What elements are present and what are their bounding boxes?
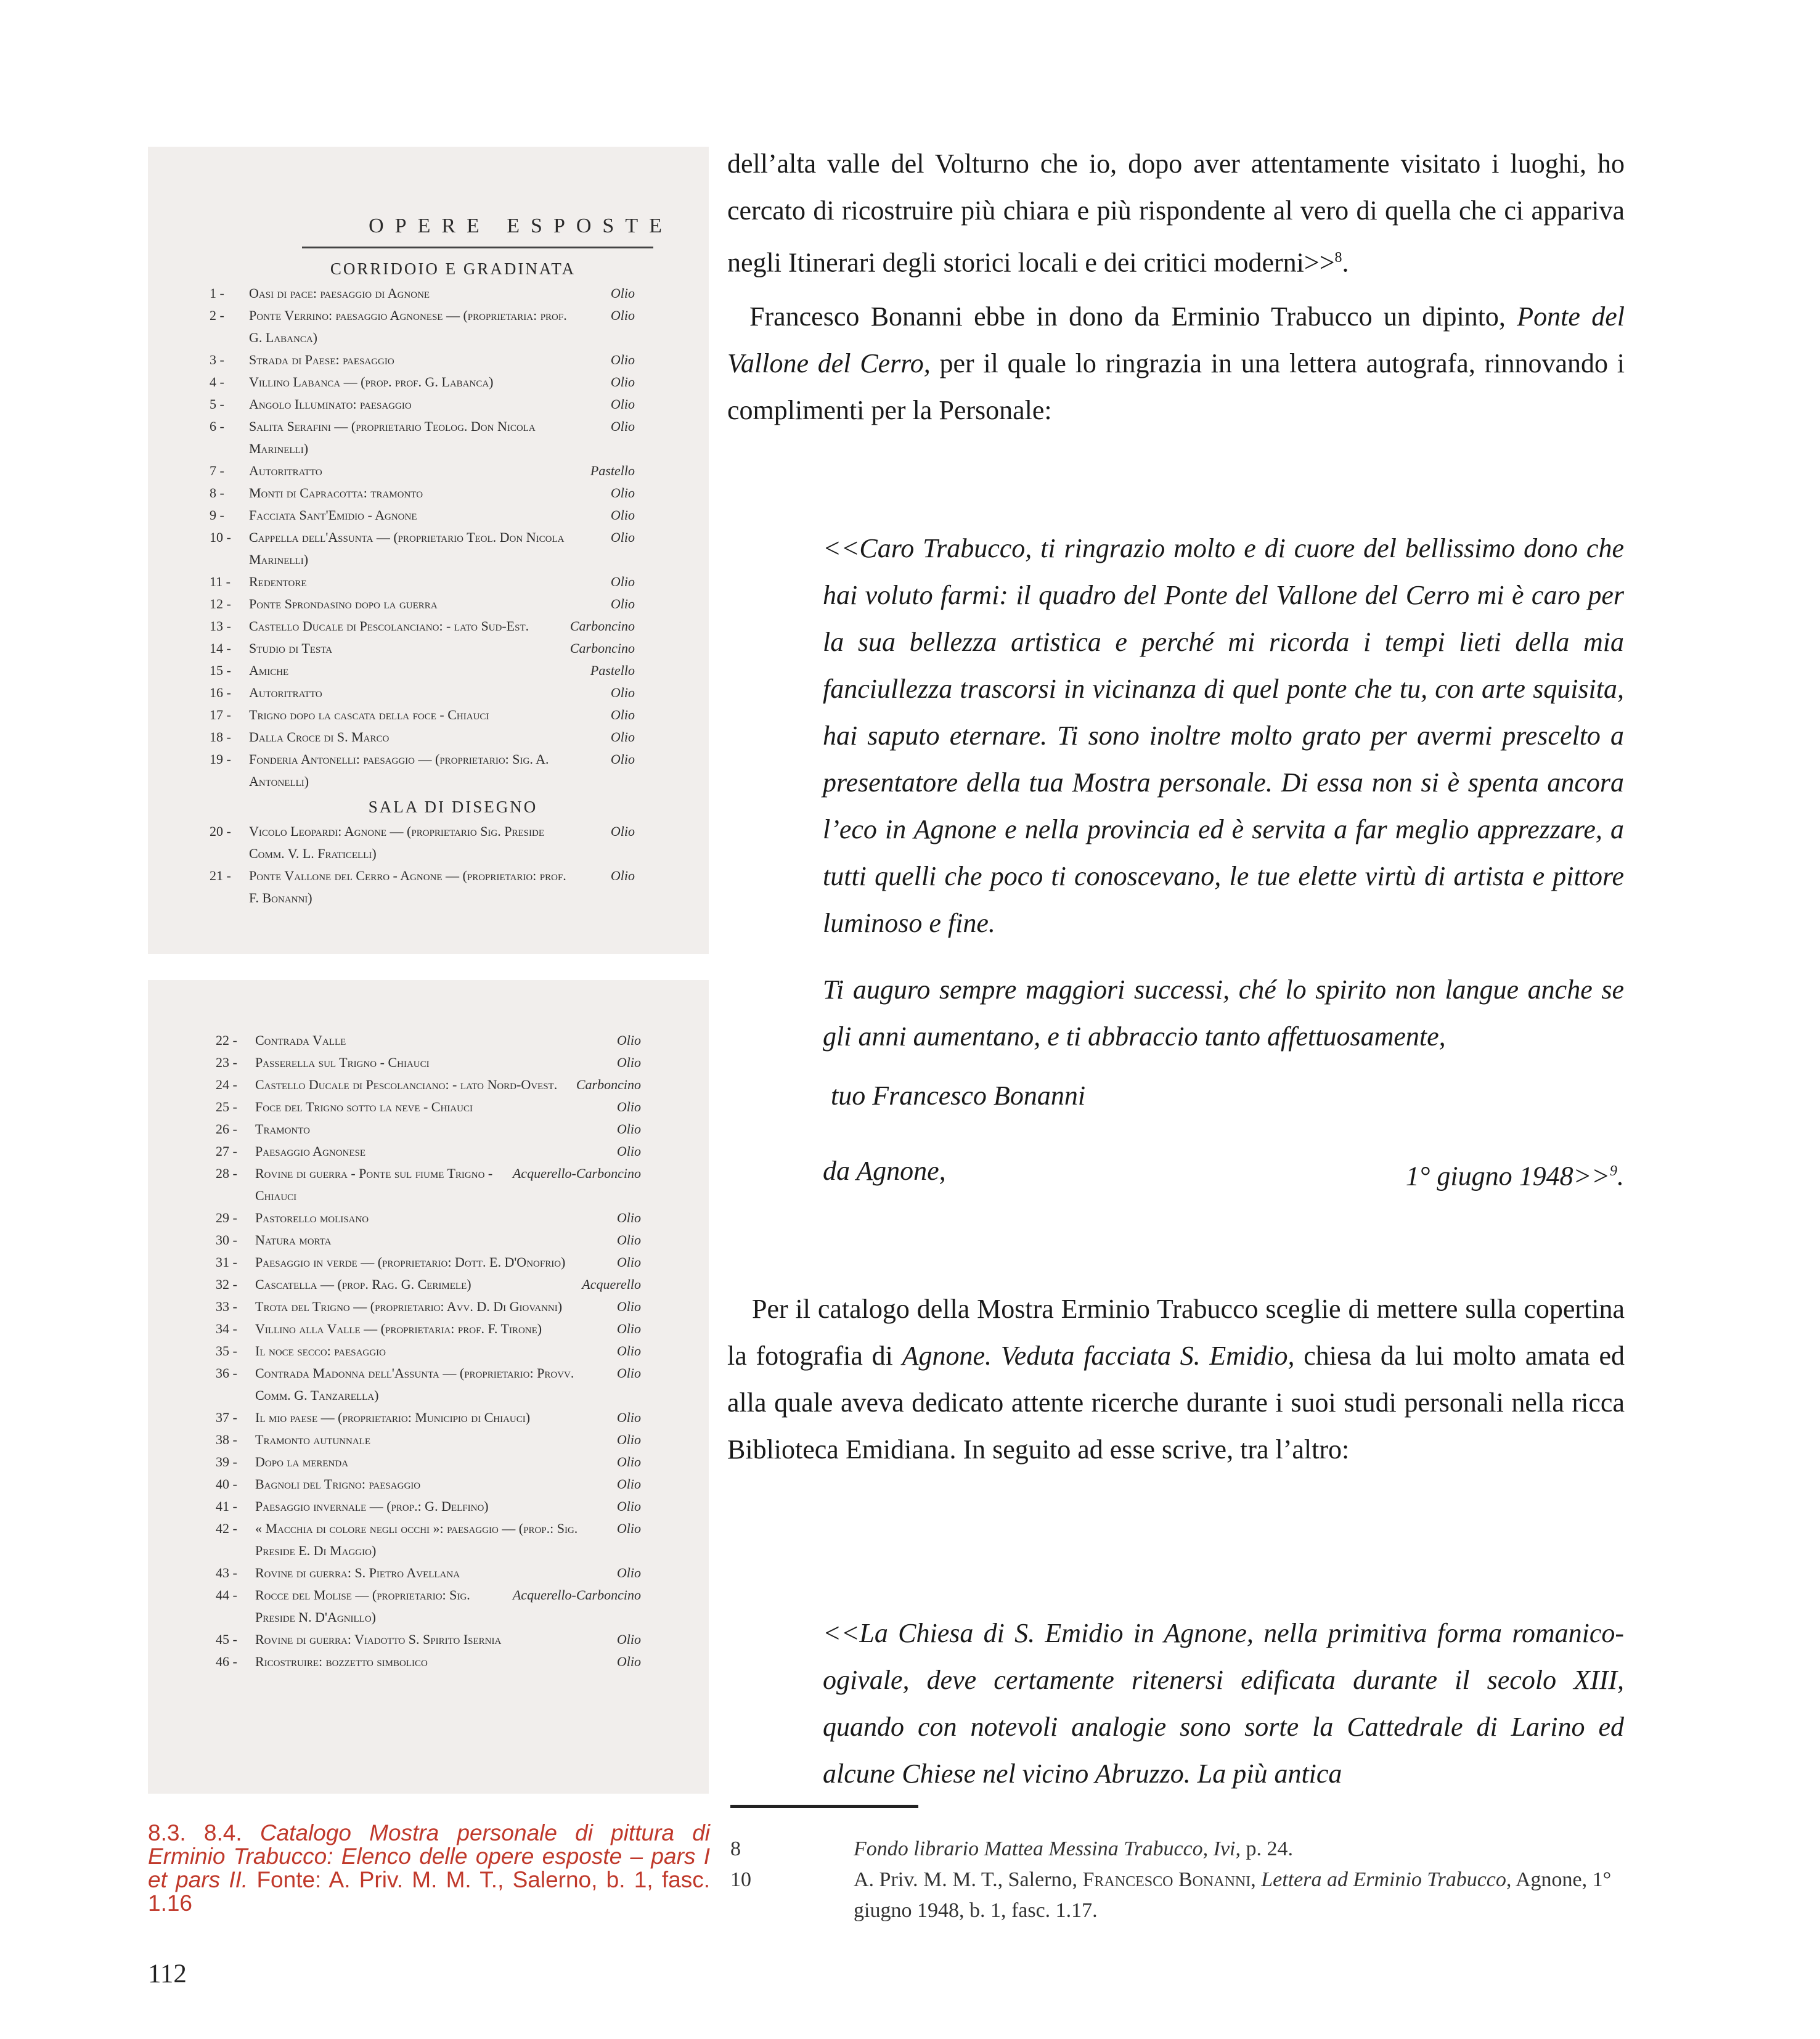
entry-title: Villino Labanca — (prop. prof. G. Labanca) [249, 374, 494, 390]
catalogue-entry [148, 1429, 709, 1451]
catalogue-entry [148, 1163, 709, 1207]
entry-medium: Olio [616, 1210, 641, 1225]
entry-number: 16 - [210, 685, 231, 700]
entry-number: 11 - [210, 574, 231, 589]
entry-number: 38 - [216, 1432, 237, 1447]
entry-medium: Olio [616, 1565, 641, 1580]
entry-medium: Olio [616, 1476, 641, 1492]
entry-number: 12 - [210, 596, 231, 611]
quote-date: 1° giugno 1948>>$^9$. [1405, 1161, 1624, 1191]
entry-number: 41 - [216, 1498, 237, 1514]
entry-number: 35 - [216, 1343, 237, 1359]
entry-number: 24 - [216, 1077, 237, 1092]
entry-number: 9 - [210, 507, 224, 523]
entry-medium: Olio [616, 1099, 641, 1114]
catalogue-entry [148, 282, 709, 304]
entry-title: Trota del Trigno — (proprietario: Avv. D. Di Giovanni) [255, 1299, 563, 1314]
entry-title: Foce del Trigno sotto la neve - Chiauci [255, 1099, 473, 1114]
entry-medium: Olio [616, 1343, 641, 1359]
entry-medium: Olio [610, 308, 635, 323]
catalogue-entry [148, 1140, 709, 1163]
entry-title: Autoritratto [249, 463, 322, 478]
entry-number: 23 - [216, 1055, 237, 1070]
entry-medium: Olio [610, 419, 635, 434]
entry-number: 26 - [216, 1121, 237, 1137]
entry-medium: Olio [616, 1121, 641, 1137]
entry-number: 17 - [210, 707, 231, 722]
entry-title: Contrada Madonna dell'Assunta — (proprietario: Provv. Comm. G. Tanzarella) [255, 1365, 574, 1403]
caption-italic-text: Catalogo Mostra personale di pittura di Erminio Trabucco: Elenco delle opere esposte – pars I et pars II. [148, 1820, 711, 1892]
catalogue-entry [148, 726, 709, 748]
entry-number: 28 - [216, 1166, 237, 1181]
entry-number: 5 - [210, 396, 224, 412]
catalogue-entry [148, 865, 709, 909]
entry-title: Paesaggio Agnonese [255, 1143, 366, 1159]
catalogue-entry [148, 1584, 709, 1628]
footnote-text: Fondo librario Mattea Messina Trabucco, Ivi, p. 24. [854, 1837, 1294, 1860]
entry-medium: Olio [610, 485, 635, 501]
entry-title: Contrada Valle [255, 1032, 346, 1048]
catalogue-entry [148, 1029, 709, 1052]
entry-number: 25 - [216, 1099, 237, 1114]
entry-medium: Olio [616, 1254, 641, 1270]
catalogue-entry [148, 637, 709, 660]
entry-number: 1 - [210, 285, 224, 301]
entry-title: Monti di Capracotta: tramonto [249, 485, 423, 501]
entry-medium: Olio [610, 868, 635, 883]
entry-title: Il noce secco: paesaggio [255, 1343, 386, 1359]
catalogue-entry [148, 526, 709, 571]
entry-medium: Olio [610, 285, 635, 301]
entry-number: 42 - [216, 1521, 237, 1536]
entry-medium: Olio [610, 352, 635, 367]
entry-title: Tramonto [255, 1121, 311, 1137]
catalogue-entry [148, 1273, 709, 1296]
entry-title: Rovine di guerra: S. Pietro Avellana [255, 1565, 460, 1580]
body-paragraph: Francesco Bonanni ebbe in dono da Erminio Trabucco un dipinto, Ponte del Vallone del Cerro, per il quale lo ringrazia in una lettera autografa, rinnovando i complimenti per la Personale: [727, 301, 1625, 425]
entry-medium: Olio [616, 1365, 641, 1381]
entry-medium: Olio [616, 1410, 641, 1425]
entry-number: 22 - [216, 1032, 237, 1048]
entry-title: Bagnoli del Trigno: paesaggio [255, 1476, 421, 1492]
catalogue-section-title: CORRIDOIO E GRADINATA [330, 259, 576, 278]
entry-title: Rovine di guerra - Ponte sul fiume Trigno - Chiauci [255, 1166, 493, 1203]
entry-title: Dalla Croce di S. Marco [249, 729, 390, 745]
catalogue-entry [148, 1473, 709, 1495]
entry-title: Studio di Testa [249, 640, 333, 656]
catalogue-entry [148, 1318, 709, 1340]
entry-medium: Olio [616, 1632, 641, 1647]
entry-title: Vicolo Leopardi: Agnone — (proprietario Sig. Preside Comm. V. L. Fraticelli) [249, 823, 544, 861]
catalogue-entry [148, 1052, 709, 1074]
entry-title: Oasi di pace: paesaggio di Agnone [249, 285, 430, 301]
block-quote: Ti auguro sempre maggiori successi, ché lo spirito non langue anche se gli anni aumentano, e ti abbraccio tanto affettuosamente, [823, 975, 1624, 1052]
page-number: 112 [148, 1959, 187, 1988]
footnote-ref: 8 [1334, 250, 1342, 266]
catalogue-entry [148, 393, 709, 415]
caption-number: 8.3. 8.4. [148, 1820, 242, 1845]
body-paragraph: Per il catalogo della Mostra Erminio Trabucco sceglie di mettere sulla copertina la fotografia di Agnone. Veduta facciata S. Emidio, chiesa da lui molto amata ed alla quale aveva dedicato attente ricerche durante i suoi studi personali nella ricca Biblioteca Emidiana. In seguito ad esse scrive, tra l’altro: [727, 1294, 1625, 1465]
catalogue-entry [148, 704, 709, 726]
entry-medium: Olio [610, 596, 635, 611]
entry-number: 31 - [216, 1254, 237, 1270]
catalogue-entry [148, 748, 709, 793]
entry-number: 19 - [210, 751, 231, 767]
entry-title: Natura morta [255, 1232, 332, 1248]
catalogue-entry [148, 1340, 709, 1362]
catalogue-entry [148, 1229, 709, 1251]
entry-title: Amiche [249, 663, 289, 678]
footnote [730, 1834, 1624, 1865]
entry-medium: Olio [610, 374, 635, 390]
entry-title: Rovine di guerra: Viadotto S. Spirito Isernia [255, 1632, 502, 1647]
catalogue-entry [148, 1096, 709, 1118]
catalogue-entry [148, 1118, 709, 1140]
entry-number: 21 - [210, 868, 231, 883]
entry-medium: Olio [616, 1454, 641, 1469]
catalogue-entry [148, 1207, 709, 1229]
footnote [730, 1865, 1624, 1926]
entry-medium: Olio [610, 685, 635, 700]
entry-title: Castello Ducale di Pescolanciano: - lato Nord-Ovest. [255, 1077, 558, 1092]
entry-medium: Carboncino [569, 640, 635, 656]
footnote-number: 10 [730, 1868, 751, 1891]
catalogue-entry [148, 1628, 709, 1651]
entry-medium: Pastello [590, 663, 635, 678]
entry-number: 36 - [216, 1365, 237, 1381]
entry-number: 44 - [216, 1587, 237, 1603]
entry-medium: Acquerello-Carboncino [512, 1587, 641, 1603]
entry-title: Dopo la merenda [255, 1454, 349, 1469]
quote-signature: tuo Francesco Bonanni [831, 1081, 1086, 1111]
entry-medium: Olio [616, 1521, 641, 1536]
entry-title: Ponte Verrino: paesaggio Agnonese — (proprietaria: prof. G. Labanca) [249, 308, 567, 345]
entry-number: 10 - [210, 529, 231, 545]
catalogue-entry [148, 1518, 709, 1562]
entry-number: 15 - [210, 663, 231, 678]
entry-medium: Olio [610, 574, 635, 589]
entry-title: Cascatella — (prop. Rag. G. Cerimele) [255, 1277, 471, 1292]
entry-number: 27 - [216, 1143, 237, 1159]
entry-medium: Olio [616, 1232, 641, 1248]
entry-number: 4 - [210, 374, 224, 390]
entry-medium: Carboncino [569, 618, 635, 634]
entry-medium: Olio [616, 1654, 641, 1669]
entry-title: Ponte Vallone del Cerro - Agnone — (proprietario: prof. F. Bonanni) [249, 868, 566, 905]
entry-title: Autoritratto [249, 685, 322, 700]
entry-title: « Macchia di colore negli occhi »: paesaggio — (prop.: Sig. Preside E. Di Maggio) [255, 1521, 578, 1558]
entry-medium: Pastello [590, 463, 635, 478]
entry-medium: Carboncino [576, 1077, 641, 1092]
entry-medium: Acquerello [582, 1277, 641, 1292]
entry-medium: Acquerello-Carboncino [512, 1166, 641, 1181]
entry-title: Salita Serafini — (proprietario Teolog. Don Nicola Marinelli) [249, 419, 536, 456]
block-quote: <<La Chiesa di S. Emidio in Agnone, nella primitiva forma romanico-ogivale, deve certamente ritenersi edificata durante il secolo XIII, quando con notevoli analogie sono sorte la Cattedrale di Larino ed alcune Chiese nel vicino Abruzzo. La più antica [823, 1618, 1624, 1789]
catalogue-entry [148, 1074, 709, 1096]
catalogue-entry [148, 482, 709, 504]
quote-place: da Agnone, [823, 1156, 946, 1186]
entry-title: Facciata Sant'Emidio - Agnone [249, 507, 417, 523]
entry-number: 46 - [216, 1654, 237, 1669]
entry-title: Pastorello molisano [255, 1210, 369, 1225]
catalogue-entry [148, 1251, 709, 1273]
entry-medium: Olio [610, 396, 635, 412]
entry-title: Villino alla Valle — (proprietaria: prof. F. Tirone) [255, 1321, 542, 1336]
entry-number: 20 - [210, 823, 231, 839]
entry-number: 29 - [216, 1210, 237, 1225]
entry-medium: Olio [610, 529, 635, 545]
catalogue-entry [148, 349, 709, 371]
entry-medium: Olio [616, 1498, 641, 1514]
body-paragraph: dell’alta valle del Volturno che io, dopo aver attentamente visitato i luoghi, ho cercato di ricostruire più chiara e più rispondente al vero di quella che ci appariva negli Itinerari degli storici locali e dei critici moderni>>$^8$. [727, 149, 1625, 278]
catalogue-heading: OPERE ESPOSTE [369, 215, 673, 237]
entry-title: Passerella sul Trigno - Chiauci [255, 1055, 430, 1070]
footnotes [730, 1834, 1624, 1926]
catalogue-section-title: SALA DI DISEGNO [368, 798, 538, 816]
entry-number: 6 - [210, 419, 224, 434]
catalogue-entry [148, 1495, 709, 1518]
catalogue-entry [148, 1562, 709, 1584]
footnote-number: 8 [730, 1837, 741, 1860]
entry-number: 37 - [216, 1410, 237, 1425]
entry-medium: Olio [616, 1143, 641, 1159]
entry-number: 39 - [216, 1454, 237, 1469]
catalogue-entry [148, 460, 709, 482]
entry-medium: Olio [610, 823, 635, 839]
catalogue-list [148, 282, 709, 793]
entry-medium: Olio [616, 1432, 641, 1447]
catalogue-entry [148, 371, 709, 393]
entry-number: 14 - [210, 640, 231, 656]
catalogue-entry [148, 593, 709, 615]
entry-medium: Olio [616, 1321, 641, 1336]
quote-date-line [823, 1148, 1624, 1195]
entry-title: Redentore [249, 574, 307, 589]
entry-number: 34 - [216, 1321, 237, 1336]
entry-medium: Olio [610, 751, 635, 767]
entry-medium: Olio [610, 729, 635, 745]
catalogue-list [148, 820, 709, 909]
catalogue-entry [148, 304, 709, 349]
catalogue-scan-part-1 [148, 147, 709, 954]
catalogue-entry [148, 1407, 709, 1429]
entry-medium: Olio [610, 507, 635, 523]
entry-title: Paesaggio invernale — (prop.: G. Delfino) [255, 1498, 489, 1514]
footnote-text: A. Priv. M. M. T., Salerno, Francesco Bonanni, Lettera ad Erminio Trabucco, Agnone, 1° giugno 1948, b. 1, fasc. 1.17. [854, 1868, 1612, 1922]
entry-title: Ricostruire: bozzetto simbolico [255, 1654, 428, 1669]
catalogue-entry [148, 615, 709, 637]
caption-source: Fonte: A. Priv. M. M. T., Salerno, b. 1, fasc. 1.16 [148, 1867, 711, 1916]
catalogue-heading-rule [302, 247, 653, 248]
entry-title: Tramonto autunnale [255, 1432, 370, 1447]
catalogue-entry [148, 1451, 709, 1473]
entry-title: Fonderia Antonelli: paesaggio — (proprietario: Sig. A. Antonelli) [249, 751, 549, 789]
entry-number: 30 - [216, 1232, 237, 1248]
entry-title: Paesaggio in verde — (proprietario: Dott. E. D'Onofrio) [255, 1254, 566, 1270]
entry-title: Cappella dell'Assunta — (proprietario Teol. Don Nicola Marinelli) [249, 529, 565, 567]
catalogue-entry [148, 1362, 709, 1407]
catalogue-list [148, 1029, 709, 1673]
entry-number: 2 - [210, 308, 224, 323]
catalogue-entry [148, 1651, 709, 1673]
entry-number: 33 - [216, 1299, 237, 1314]
entry-title: Castello Ducale di Pescolanciano: - lato Sud-Est. [249, 618, 529, 634]
entry-number: 7 - [210, 463, 224, 478]
catalogue-entry [148, 504, 709, 526]
entry-number: 13 - [210, 618, 231, 634]
catalogue-entry [148, 660, 709, 682]
block-quote: <<Caro Trabucco, ti ringrazio molto e di cuore del bellissimo dono che hai voluto farmi: il quadro del Ponte del Vallone del Cerro mi è caro per la sua bellezza artistica e perché mi ricorda i tempi lieti della mia fanciullezza trascorsi in vicinanza di quel ponte che tu, con arte squisita, hai saputo eternare. Ti sono inoltre molto grato per avermi prescelto a presentatore della tua Mostra personale. Di essa non si è spenta ancora l’eco in Agnone e nella provincia ed è servita a far meglio apprezzare, a tutti quelli che poco ti conoscevano, le tue elette virtù di artista e pittore luminoso e fine. [823, 533, 1624, 938]
entry-number: 8 - [210, 485, 224, 501]
catalogue-entry [148, 415, 709, 460]
catalogue-entry [148, 1296, 709, 1318]
entry-title: Rocce del Molise — (proprietario: Sig. Preside N. D'Agnillo) [255, 1587, 470, 1625]
catalogue-entry [148, 571, 709, 593]
footnote-divider [730, 1805, 918, 1808]
catalogue-entry [148, 820, 709, 865]
entry-number: 18 - [210, 729, 231, 745]
entry-title: Ponte Sprondasino dopo la guerra [249, 596, 438, 611]
entry-medium: Olio [616, 1032, 641, 1048]
entry-title: Il mio paese — (proprietario: Municipio di Chiauci) [255, 1410, 531, 1425]
entry-number: 43 - [216, 1565, 237, 1580]
entry-number: 45 - [216, 1632, 237, 1647]
catalogue-scan-part-2 [148, 980, 709, 1794]
footnote-ref: 9 [1610, 1163, 1617, 1179]
entry-title: Strada di Paese: paesaggio [249, 352, 394, 367]
entry-medium: Olio [610, 707, 635, 722]
entry-title: Angolo Illuminato: paesaggio [249, 396, 412, 412]
catalogue-entry [148, 682, 709, 704]
entry-title: Trigno dopo la cascata della foce - Chiauci [249, 707, 489, 722]
figure-caption [148, 1821, 710, 1915]
entry-number: 3 - [210, 352, 224, 367]
entry-number: 40 - [216, 1476, 237, 1492]
entry-number: 32 - [216, 1277, 237, 1292]
entry-medium: Olio [616, 1055, 641, 1070]
entry-medium: Olio [616, 1299, 641, 1314]
